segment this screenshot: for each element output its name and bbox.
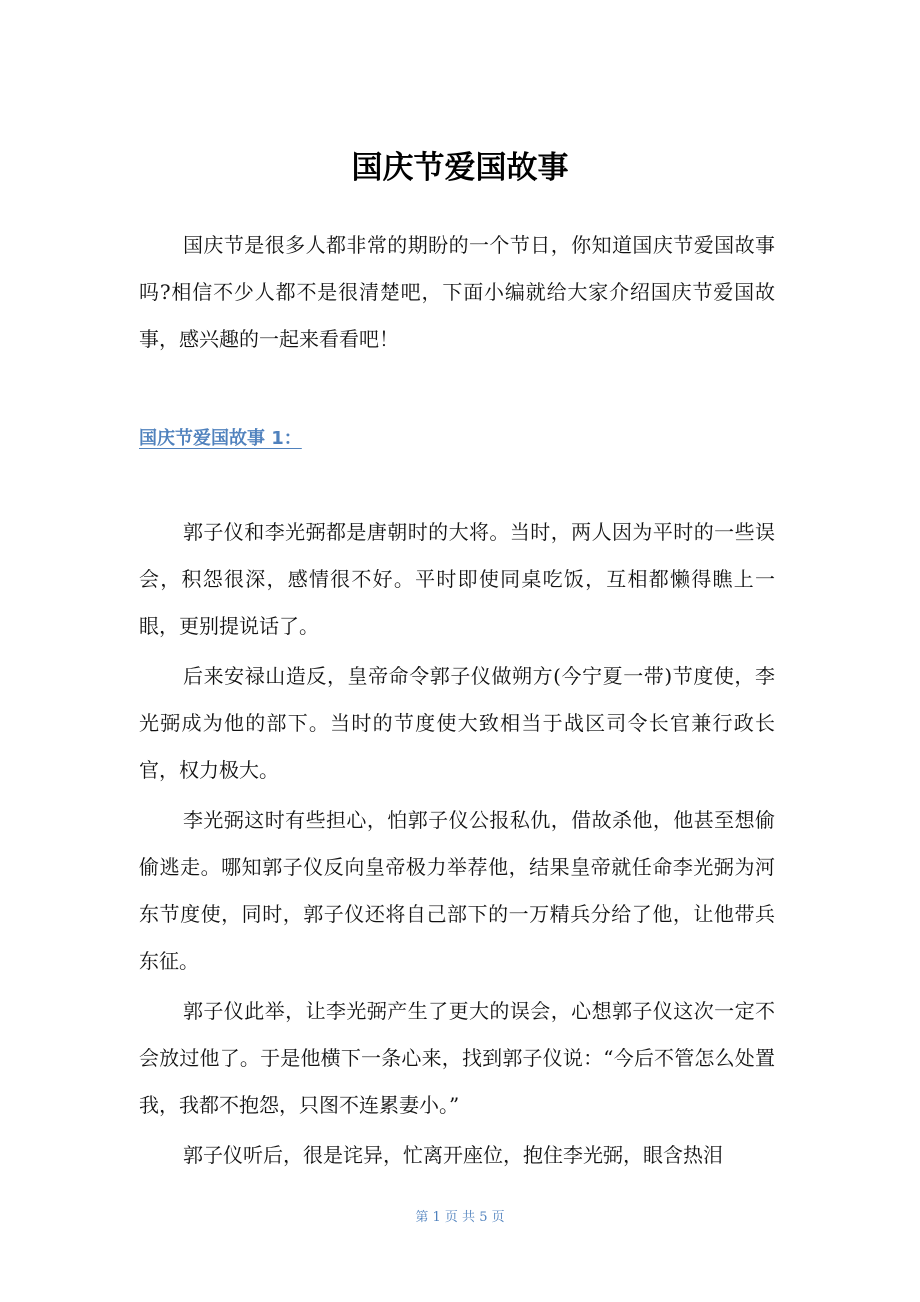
story-paragraph-2: 后来安禄山造反，皇帝命令郭子仪做朔方(今宁夏一带)节度使，李光弼成为他的部下。当时的节度使大致相当于战区司令长官兼行政长官，权力极大。 (139, 664, 775, 782)
story-paragraph-4: 郭子仪此举，让李光弼产生了更大的误会，心想郭子仪这次一定不会放过他了。于是他横下一条心来，找到郭子仪说：“今后不管怎么处置我，我都不抱怨，只图不连累妻小。” (139, 999, 775, 1117)
story-paragraph-1: 郭子仪和李光弼都是唐朝时的大将。当时，两人因为平时的一些误会，积怨很深，感情很不好。平时即使同桌吃饭，互相都懒得瞧上一眼，更别提说话了。 (139, 520, 775, 638)
intro-paragraph: 国庆节是很多人都非常的期盼的一个节日，你知道国庆节爱国故事吗?相信不少人都不是很清楚吧，下面小编就给大家介绍国庆节爱国故事，感兴趣的一起来看看吧！ (139, 233, 775, 351)
section-heading-link[interactable]: 国庆节爱国故事 1： (139, 428, 302, 449)
page-number-footer: 第 1 页 共 5 页 (415, 1210, 505, 1225)
story-paragraph-5: 郭子仪听后，很是诧异，忙离开座位，抱住李光弼，眼含热泪 (183, 1143, 723, 1167)
document-title: 国庆节爱国故事 (351, 150, 569, 186)
story-paragraph-3: 李光弼这时有些担心，怕郭子仪公报私仇，借故杀他，他甚至想偷偷逃走。哪知郭子仪反向皇帝极力举荐他，结果皇帝就任命李光弼为河东节度使，同时，郭子仪还将自己部下的一万精兵分给了他，让他带兵东征。 (139, 808, 775, 973)
story-body (139, 509, 775, 1182)
intro-block (139, 222, 775, 363)
